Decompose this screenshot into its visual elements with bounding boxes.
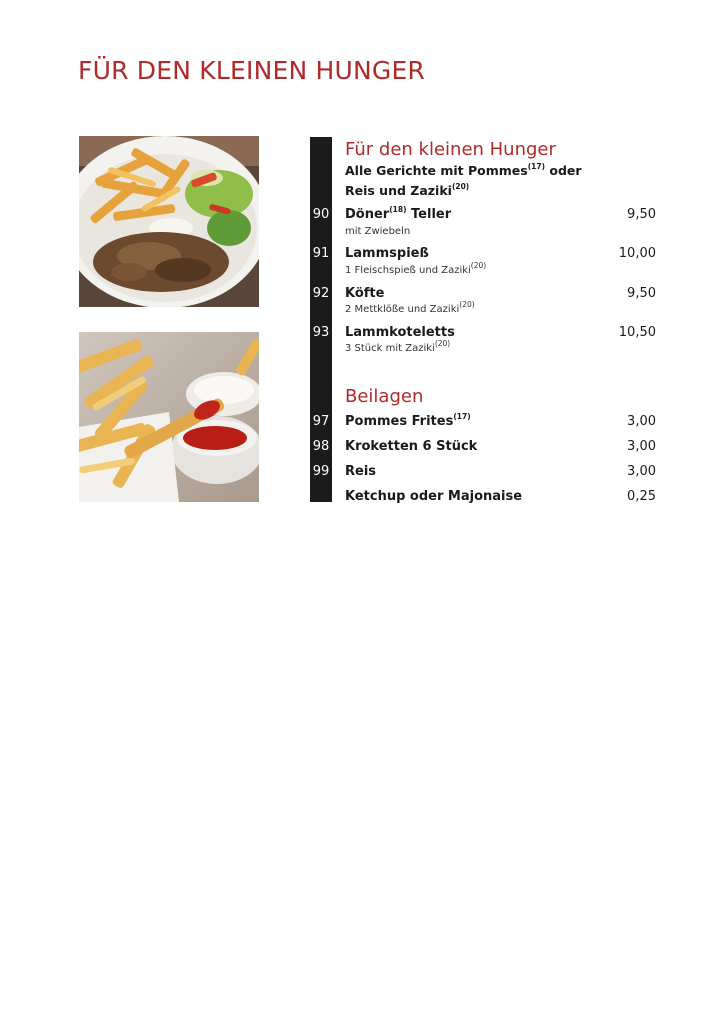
item-number: 93 xyxy=(312,325,330,340)
item-name: Pommes Frites$^{(17)}$ xyxy=(345,411,471,429)
item-description: 3 Stück mit Zaziki$^{(20)}$ xyxy=(345,338,451,354)
item-name: Köfte xyxy=(345,286,385,301)
item-name: Reis xyxy=(345,464,377,479)
doner-plate-photo xyxy=(79,136,259,307)
item-price: 3,00 xyxy=(627,414,656,429)
item-name: Lammkoteletts xyxy=(345,325,455,340)
item-price: 10,50 xyxy=(618,325,656,340)
item-price: 3,00 xyxy=(627,439,656,454)
item-number: 91 xyxy=(312,246,330,261)
item-price: 9,50 xyxy=(627,286,656,301)
item-price: 9,50 xyxy=(627,207,656,222)
item-name: Ketchup oder Majonaise xyxy=(345,489,523,504)
item-description: 2 Mettklöße und Zaziki$^{(20)}$ xyxy=(345,299,475,315)
section-intro: Alle Gerichte mit Pommes$^{(17)}$ oder Reis und Zaziki$^{(20)}$ xyxy=(345,161,582,198)
item-name: Kroketten 6 Stück xyxy=(345,439,478,454)
item-name: Döner$^{(18)}$ Teller xyxy=(345,204,452,222)
item-price: 0,25 xyxy=(627,489,656,504)
item-price: 10,00 xyxy=(618,246,656,261)
item-number: 90 xyxy=(312,207,330,222)
section-title-kleiner-hunger: Für den kleinen Hunger xyxy=(345,139,556,160)
item-number: 98 xyxy=(312,439,330,454)
item-number: 99 xyxy=(312,464,330,479)
item-number: 97 xyxy=(312,414,330,429)
item-name: Lammspieß xyxy=(345,246,429,261)
item-description: 1 Fleischspieß und Zaziki$^{(20)}$ xyxy=(345,260,487,276)
item-description: mit Zwiebeln xyxy=(345,226,411,237)
item-number: 92 xyxy=(312,286,330,301)
fries-ketchup-photo xyxy=(79,332,259,502)
page-title: FÜR DEN KLEINEN HUNGER xyxy=(78,56,426,85)
section-title-beilagen: Beilagen xyxy=(345,386,424,407)
item-price: 3,00 xyxy=(627,464,656,479)
